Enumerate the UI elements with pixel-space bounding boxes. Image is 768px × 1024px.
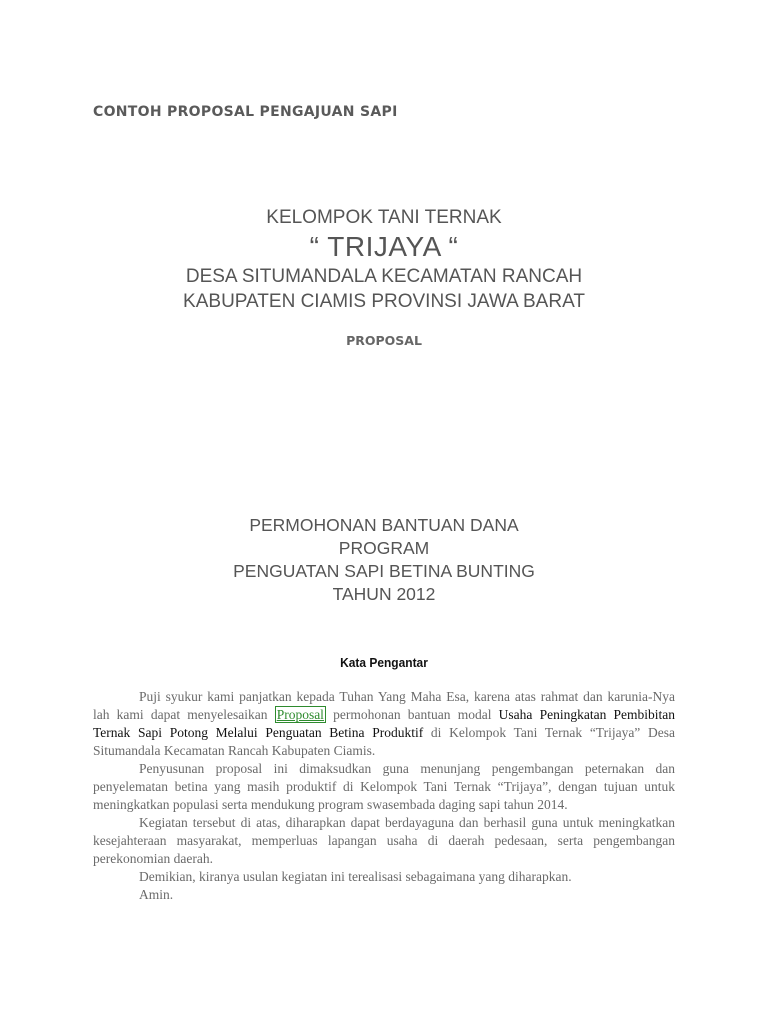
proposal-link[interactable]: Proposal <box>276 707 324 722</box>
request-block <box>0 514 768 606</box>
paragraph-4: Demikian, kiranya usulan kegiatan ini terealisasi sebagaimana yang diharapkan. <box>139 869 572 884</box>
org-line-4: KABUPATEN CIAMIS PROVINSI JAWA BARAT <box>183 291 585 312</box>
org-name: “ TRIJAYA “ <box>309 231 459 262</box>
request-line-2: PROGRAM <box>338 538 430 558</box>
p1-program-title: Usaha Peningkatan Pembibitan Ternak Sapi Potong Melalui Penguatan Betina Produktif <box>93 707 675 740</box>
paragraph-5: Amin. <box>139 887 174 902</box>
organization-block <box>0 206 768 314</box>
document-header-title: CONTOH PROPOSAL PENGAJUAN SAPI <box>93 104 398 120</box>
org-line-3: DESA SITUMANDALA KECAMATAN RANCAH <box>185 266 583 287</box>
org-line-1: KELOMPOK TANI TERNAK <box>266 207 502 228</box>
body-text <box>93 688 675 904</box>
paragraph-2: Penyusunan proposal ini dimaksudkan guna menunjang pengembangan peternakan dan penyelematan betina yang masih produktif di Kelompok Tani Ternak “Trijaya”, dengan tujuan untuk meningkatkan populasi serta mendukung program swasembada daging sapi tahun 2014. <box>93 761 675 812</box>
paragraph-1 <box>93 688 675 760</box>
section-title: Kata Pengantar <box>340 655 428 670</box>
p1-text-b: permohonan bantuan modal <box>325 707 499 722</box>
proposal-label: PROPOSAL <box>346 333 422 348</box>
request-line-3: PENGUATAN SAPI BETINA BUNTING <box>233 561 535 581</box>
request-line-1: PERMOHONAN BANTUAN DANA <box>249 515 519 535</box>
p1-text-c: di Kelompok Tani Ternak “Trijaya” Desa Situmandala Kecamatan Rancah Kabupaten Ciamis. <box>93 725 675 758</box>
p1-text-a: Puji syukur kami panjatkan kepada Tuhan Yang Maha Esa, karena atas rahmat dan karunia-Nya lah kami dapat menyelesaikan <box>93 689 675 722</box>
request-line-4: TAHUN 2012 <box>332 584 436 604</box>
paragraph-3: Kegiatan tersebut di atas, diharapkan dapat berdayaguna dan berhasil guna untuk meningkatkan kesejahteraan masyarakat, memperluas lapangan usaha di daerah pedesaan, serta pengembangan perekonomian daerah. <box>93 815 675 866</box>
